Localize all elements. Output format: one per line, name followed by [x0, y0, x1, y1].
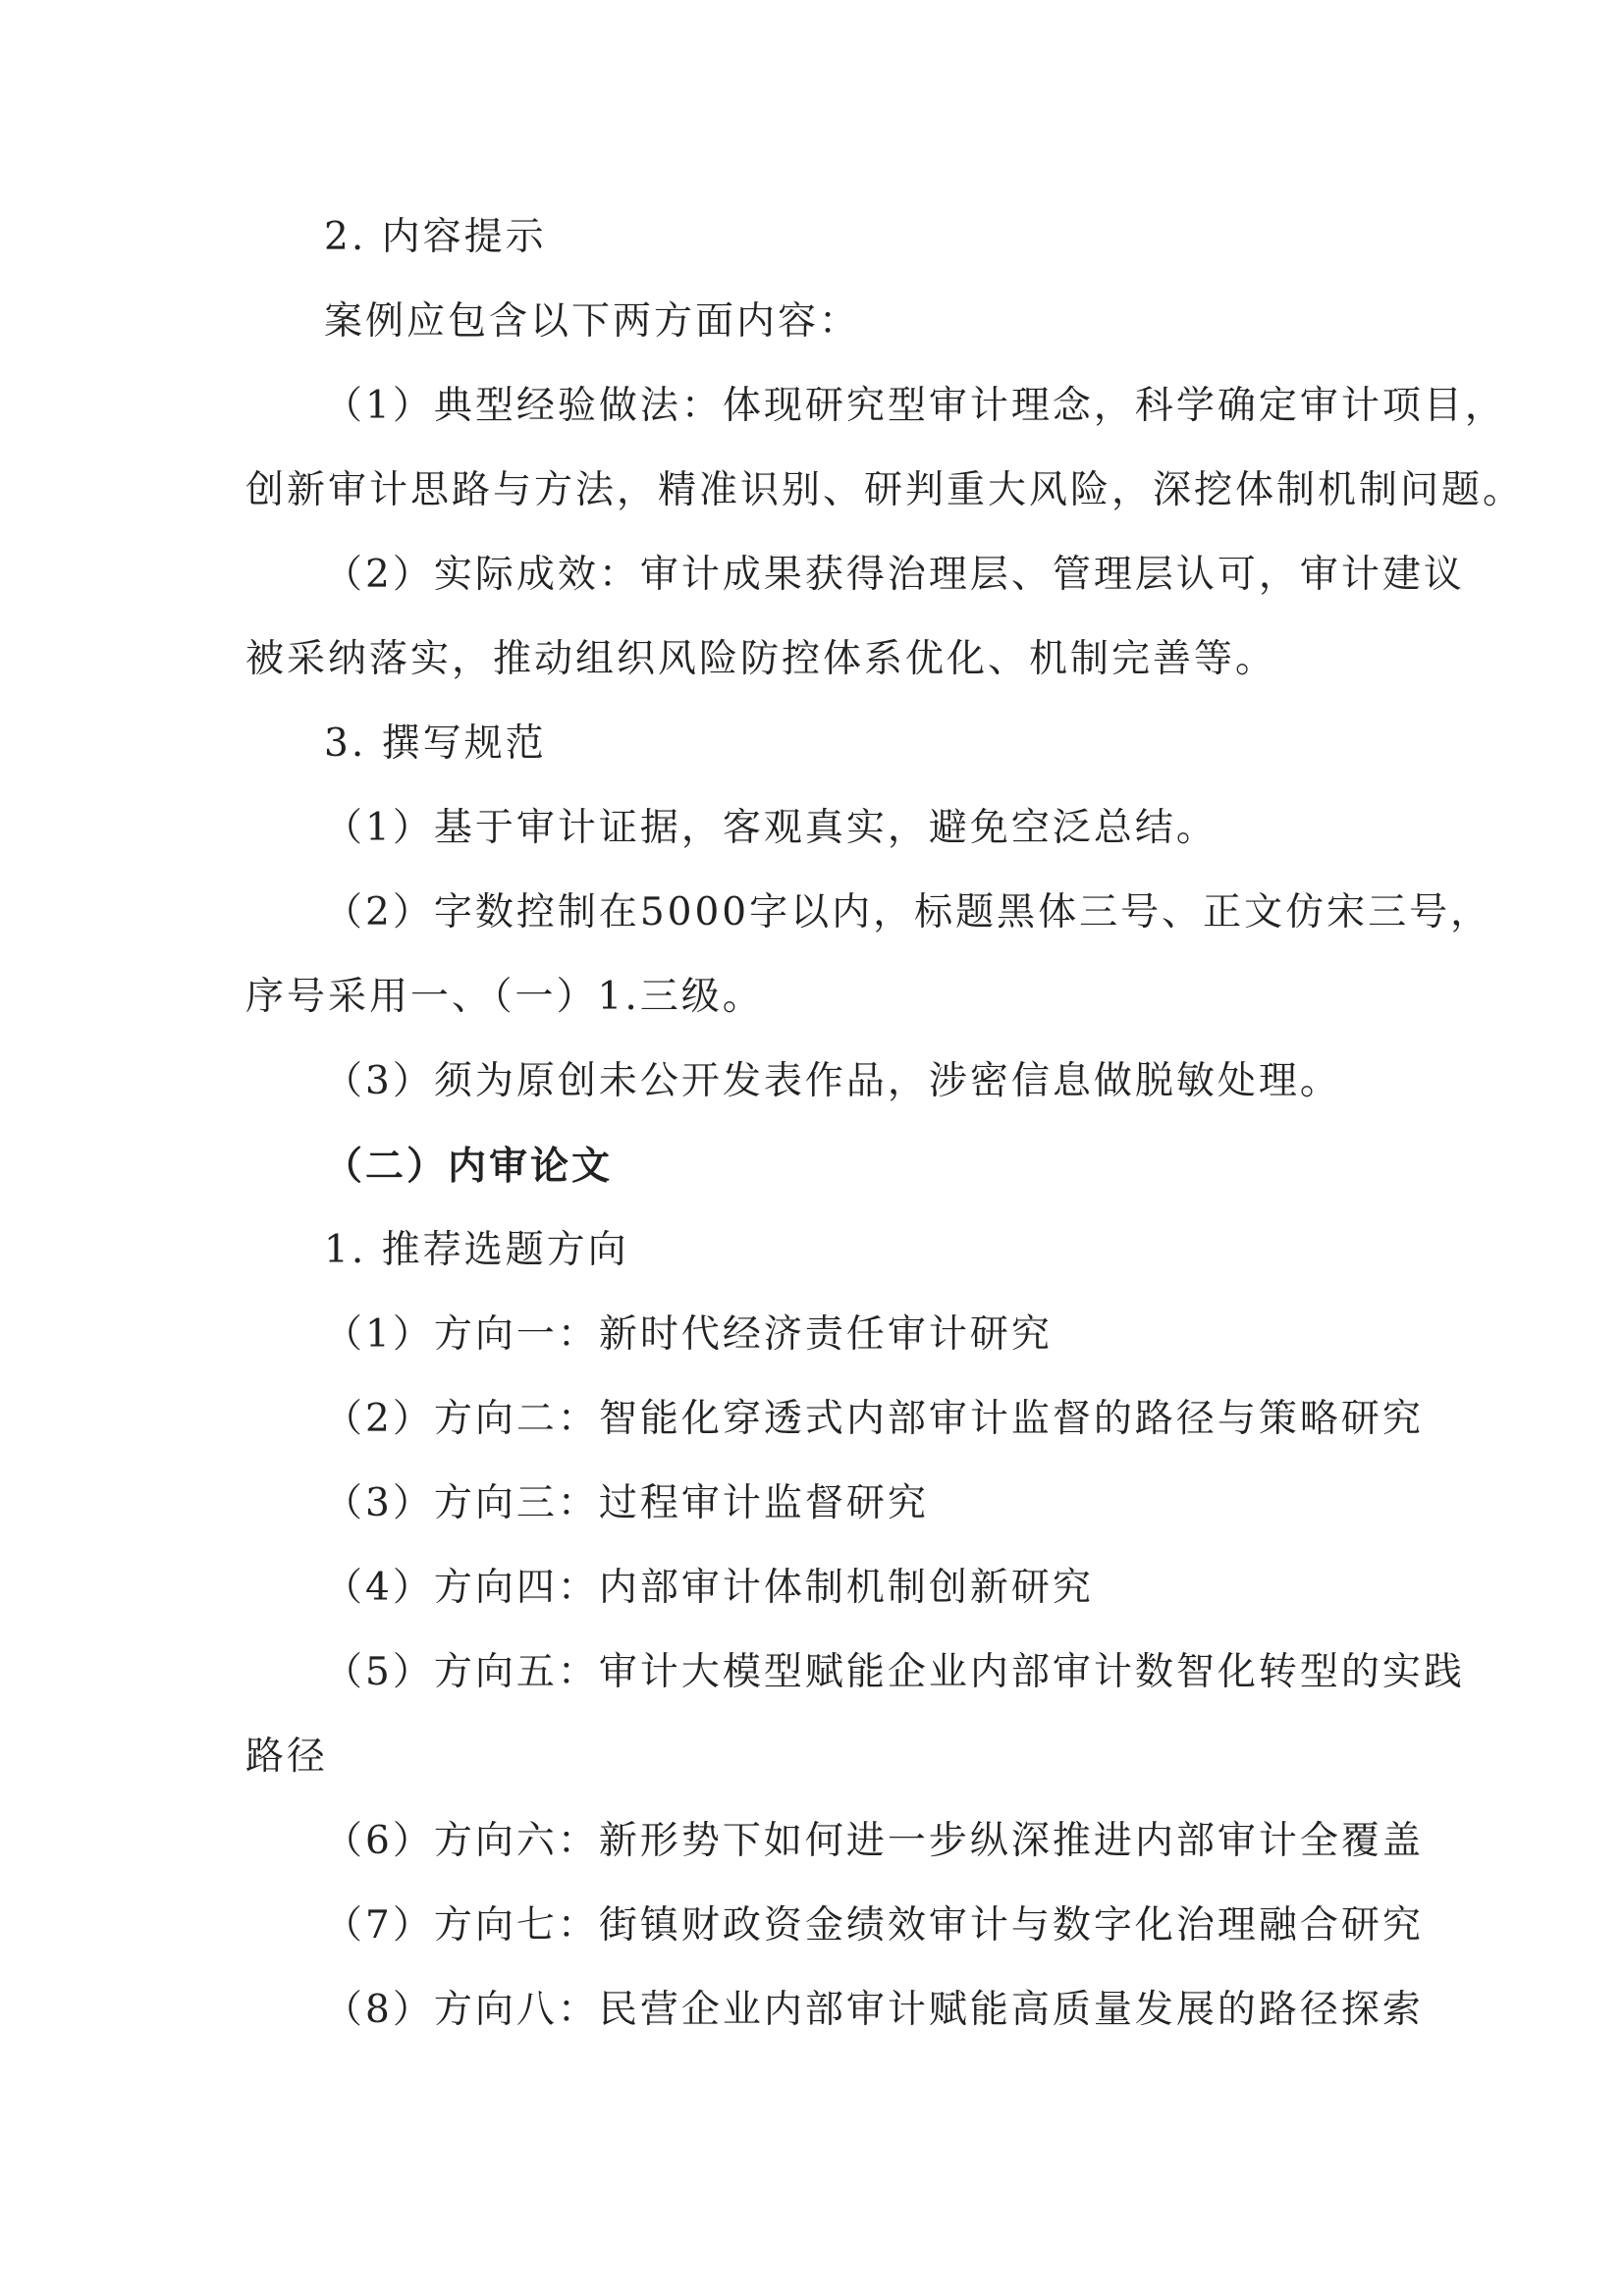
list-item: （4）方向四：内部审计体制机制创新研究 [324, 1566, 1094, 1610]
list-item: （8）方向八：民营企业内部审计赋能高质量发展的路径探索 [324, 1988, 1424, 2032]
paragraph-line: 案例应包含以下两方面内容： [324, 299, 861, 344]
paragraph-line: （1）典型经验做法：体现研究型审计理念，科学确定审计项目， [324, 384, 1506, 428]
paragraph-line: 序号采用一、（一）1.三级。 [245, 975, 764, 1019]
section-heading-writing-norms: 3. 撰写规范 [324, 721, 547, 766]
paragraph-line: （2）实际成效：审计成果获得治理层、管理层认可，审计建议 [324, 553, 1465, 597]
list-item: （2）方向二：智能化穿透式内部审计监督的路径与策略研究 [324, 1397, 1424, 1441]
paragraph-line: 创新审计思路与方法，精准识别、研判重大风险，深挖体制机制问题。 [245, 468, 1525, 512]
section-heading-audit-papers: （二）内审论文 [324, 1144, 614, 1189]
list-item: （7）方向七：街镇财政资金绩效审计与数字化治理融合研究 [324, 1903, 1424, 1948]
list-item: （6）方向六：新形势下如何进一步纵深推进内部审计全覆盖 [324, 1819, 1424, 1863]
paragraph-line: （2）字数控制在5000字以内，标题黑体三号、正文仿宋三号， [324, 890, 1492, 934]
section-heading-content-tips: 2. 内容提示 [324, 215, 547, 259]
document-body [245, 208, 1525, 2065]
list-item: （3）方向三：过程审计监督研究 [324, 1481, 929, 1525]
paragraph-line: 被采纳落实，推动组织风险防控体系优化、机制完善等。 [245, 637, 1277, 681]
list-item: （1）方向一：新时代经济责任审计研究 [324, 1312, 1053, 1357]
list-item-continuation: 路径 [245, 1735, 329, 1779]
paragraph-line: （1）基于审计证据，客观真实，避免空泛总结。 [324, 806, 1218, 850]
paragraph-line: （3）须为原创未公开发表作品，涉密信息做脱敏处理。 [324, 1059, 1341, 1103]
list-item: （5）方向五：审计大模型赋能企业内部审计数智化转型的实践 [324, 1650, 1465, 1694]
section-heading-topic-directions: 1. 推荐选题方向 [324, 1228, 629, 1272]
